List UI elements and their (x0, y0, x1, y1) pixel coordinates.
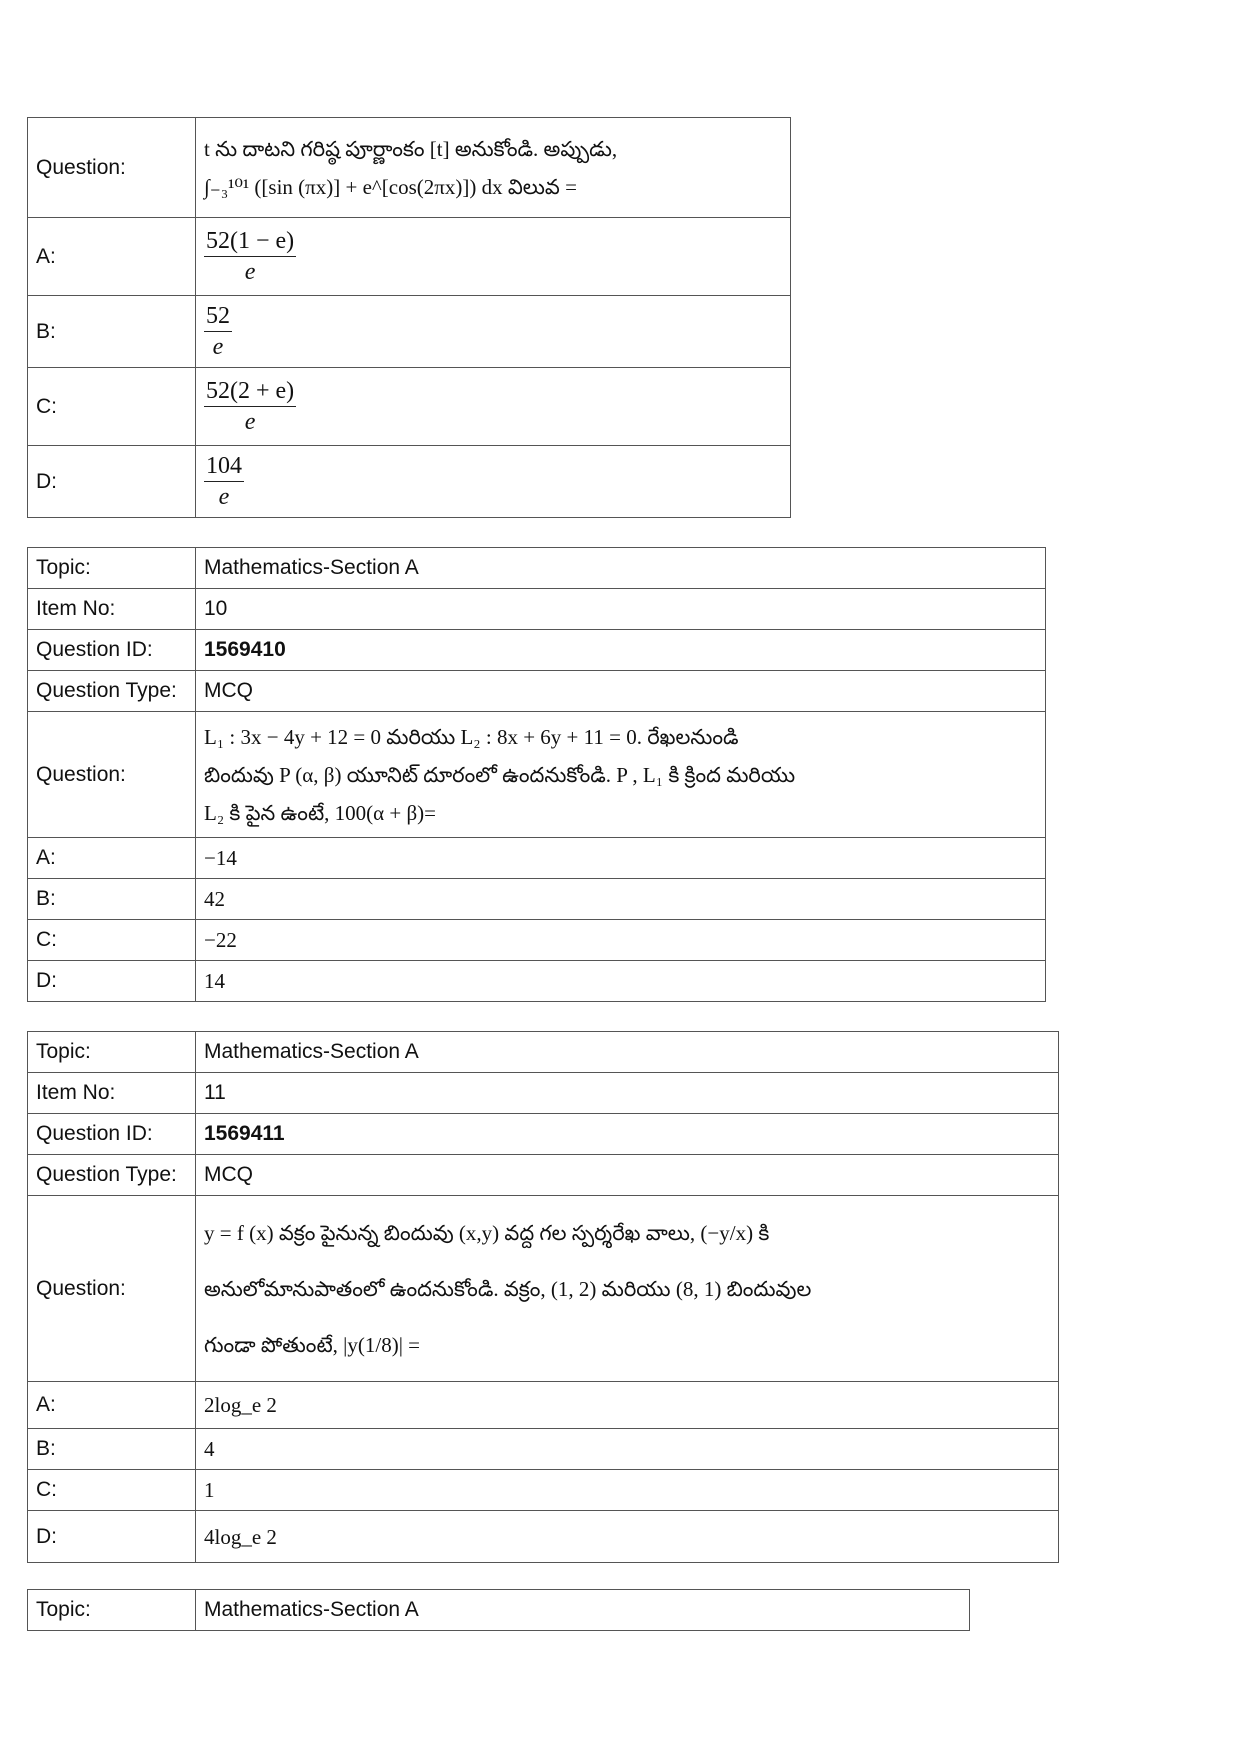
topic-label: Topic: (28, 1590, 196, 1631)
option-d-label: D: (28, 1511, 196, 1563)
question-type-value: MCQ (196, 1155, 1059, 1196)
question-type-label: Question Type: (28, 1155, 196, 1196)
topic-label: Topic: (28, 1032, 196, 1073)
question-label: Question: (28, 1196, 196, 1382)
option-b-value: 42 (196, 879, 1046, 920)
option-a-value: 2log_e 2 (196, 1382, 1059, 1429)
option-c-value: 1 (196, 1470, 1059, 1511)
denominator: e (244, 409, 256, 435)
option-a-value (196, 218, 791, 296)
option-a-label: A: (28, 1382, 196, 1429)
option-c-label: C: (28, 920, 196, 961)
option-a-label: A: (28, 218, 196, 296)
option-b-label: B: (28, 1429, 196, 1470)
question-type-value: MCQ (196, 671, 1046, 712)
question-line-2: బిందువు P (α, β) యూనిట్ దూరంలో ఉందనుకోండి. P , L₁ కి క్రింద మరియు (204, 762, 796, 787)
option-c-value: −22 (196, 920, 1046, 961)
question-table-11 (27, 1031, 1059, 1563)
question-label: Question: (28, 118, 196, 218)
question-table-12 (27, 1589, 970, 1631)
question-id-label: Question ID: (28, 630, 196, 671)
option-d-label: D: (28, 961, 196, 1002)
option-b-fraction (204, 301, 232, 362)
option-c-value (196, 368, 791, 446)
question-text (196, 712, 1046, 838)
option-b-label: B: (28, 296, 196, 368)
numerator: 52(1 − e) (204, 226, 296, 257)
denominator: e (218, 484, 230, 510)
question-type-label: Question Type: (28, 671, 196, 712)
item-no-value: 10 (196, 589, 1046, 630)
option-c-fraction (204, 376, 296, 437)
question-line-1: t ను దాటని గరిష్ఠ పూర్ణాంకం [t] అనుకోండి. అప్పుడు, (204, 136, 618, 161)
question-table-10 (27, 547, 1046, 1002)
item-no-label: Item No: (28, 1073, 196, 1114)
question-id-value: 1569411 (196, 1114, 1059, 1155)
numerator: 52 (204, 301, 232, 332)
question-line-2: అనులోమానుపాతంలో ఉందనుకోండి. వక్రం, (1, 2) మరియు (8, 1) బిందువుల (204, 1276, 812, 1301)
question-table-9 (27, 117, 791, 518)
item-no-value: 11 (196, 1073, 1059, 1114)
question-id-value: 1569410 (196, 630, 1046, 671)
question-line-3: L₂ కి పైన ఉంటే, 100(α + β)= (204, 800, 437, 825)
topic-label: Topic: (28, 548, 196, 589)
question-label: Question: (28, 712, 196, 838)
option-d-value: 4log_e 2 (196, 1511, 1059, 1563)
option-c-label: C: (28, 1470, 196, 1511)
option-d-label: D: (28, 446, 196, 518)
item-no-label: Item No: (28, 589, 196, 630)
topic-value: Mathematics-Section A (196, 1590, 970, 1631)
option-d-fraction (204, 451, 244, 512)
question-line-2: ∫₋₃¹⁰¹ ([sin (πx)] + e^[cos(2πx)]) dx విలువ = (204, 174, 577, 199)
topic-value: Mathematics-Section A (196, 1032, 1059, 1073)
question-line-3: గుండా పోతుంటే, |y(1/8)| = (204, 1332, 420, 1357)
denominator: e (244, 259, 256, 285)
option-d-value (196, 446, 791, 518)
numerator: 104 (204, 451, 244, 482)
numerator: 52(2 + e) (204, 376, 296, 407)
question-line-1: y = f (x) వక్రం పైనున్న బిందువు (x,y) వద్ద గల స్పర్శరేఖ వాలు, (−y/x) కి (204, 1220, 770, 1245)
question-line-1: L₁ : 3x − 4y + 12 = 0 మరియు L₂ : 8x + 6y + 11 = 0. రేఖలనుండి (204, 724, 739, 749)
question-id-label: Question ID: (28, 1114, 196, 1155)
topic-value: Mathematics-Section A (196, 548, 1046, 589)
option-b-value: 4 (196, 1429, 1059, 1470)
denominator: e (212, 334, 224, 360)
question-text (196, 118, 791, 218)
option-d-value: 14 (196, 961, 1046, 1002)
question-text (196, 1196, 1059, 1382)
option-a-value: −14 (196, 838, 1046, 879)
option-b-value (196, 296, 791, 368)
option-b-label: B: (28, 879, 196, 920)
option-c-label: C: (28, 368, 196, 446)
option-a-label: A: (28, 838, 196, 879)
option-a-fraction (204, 226, 296, 287)
